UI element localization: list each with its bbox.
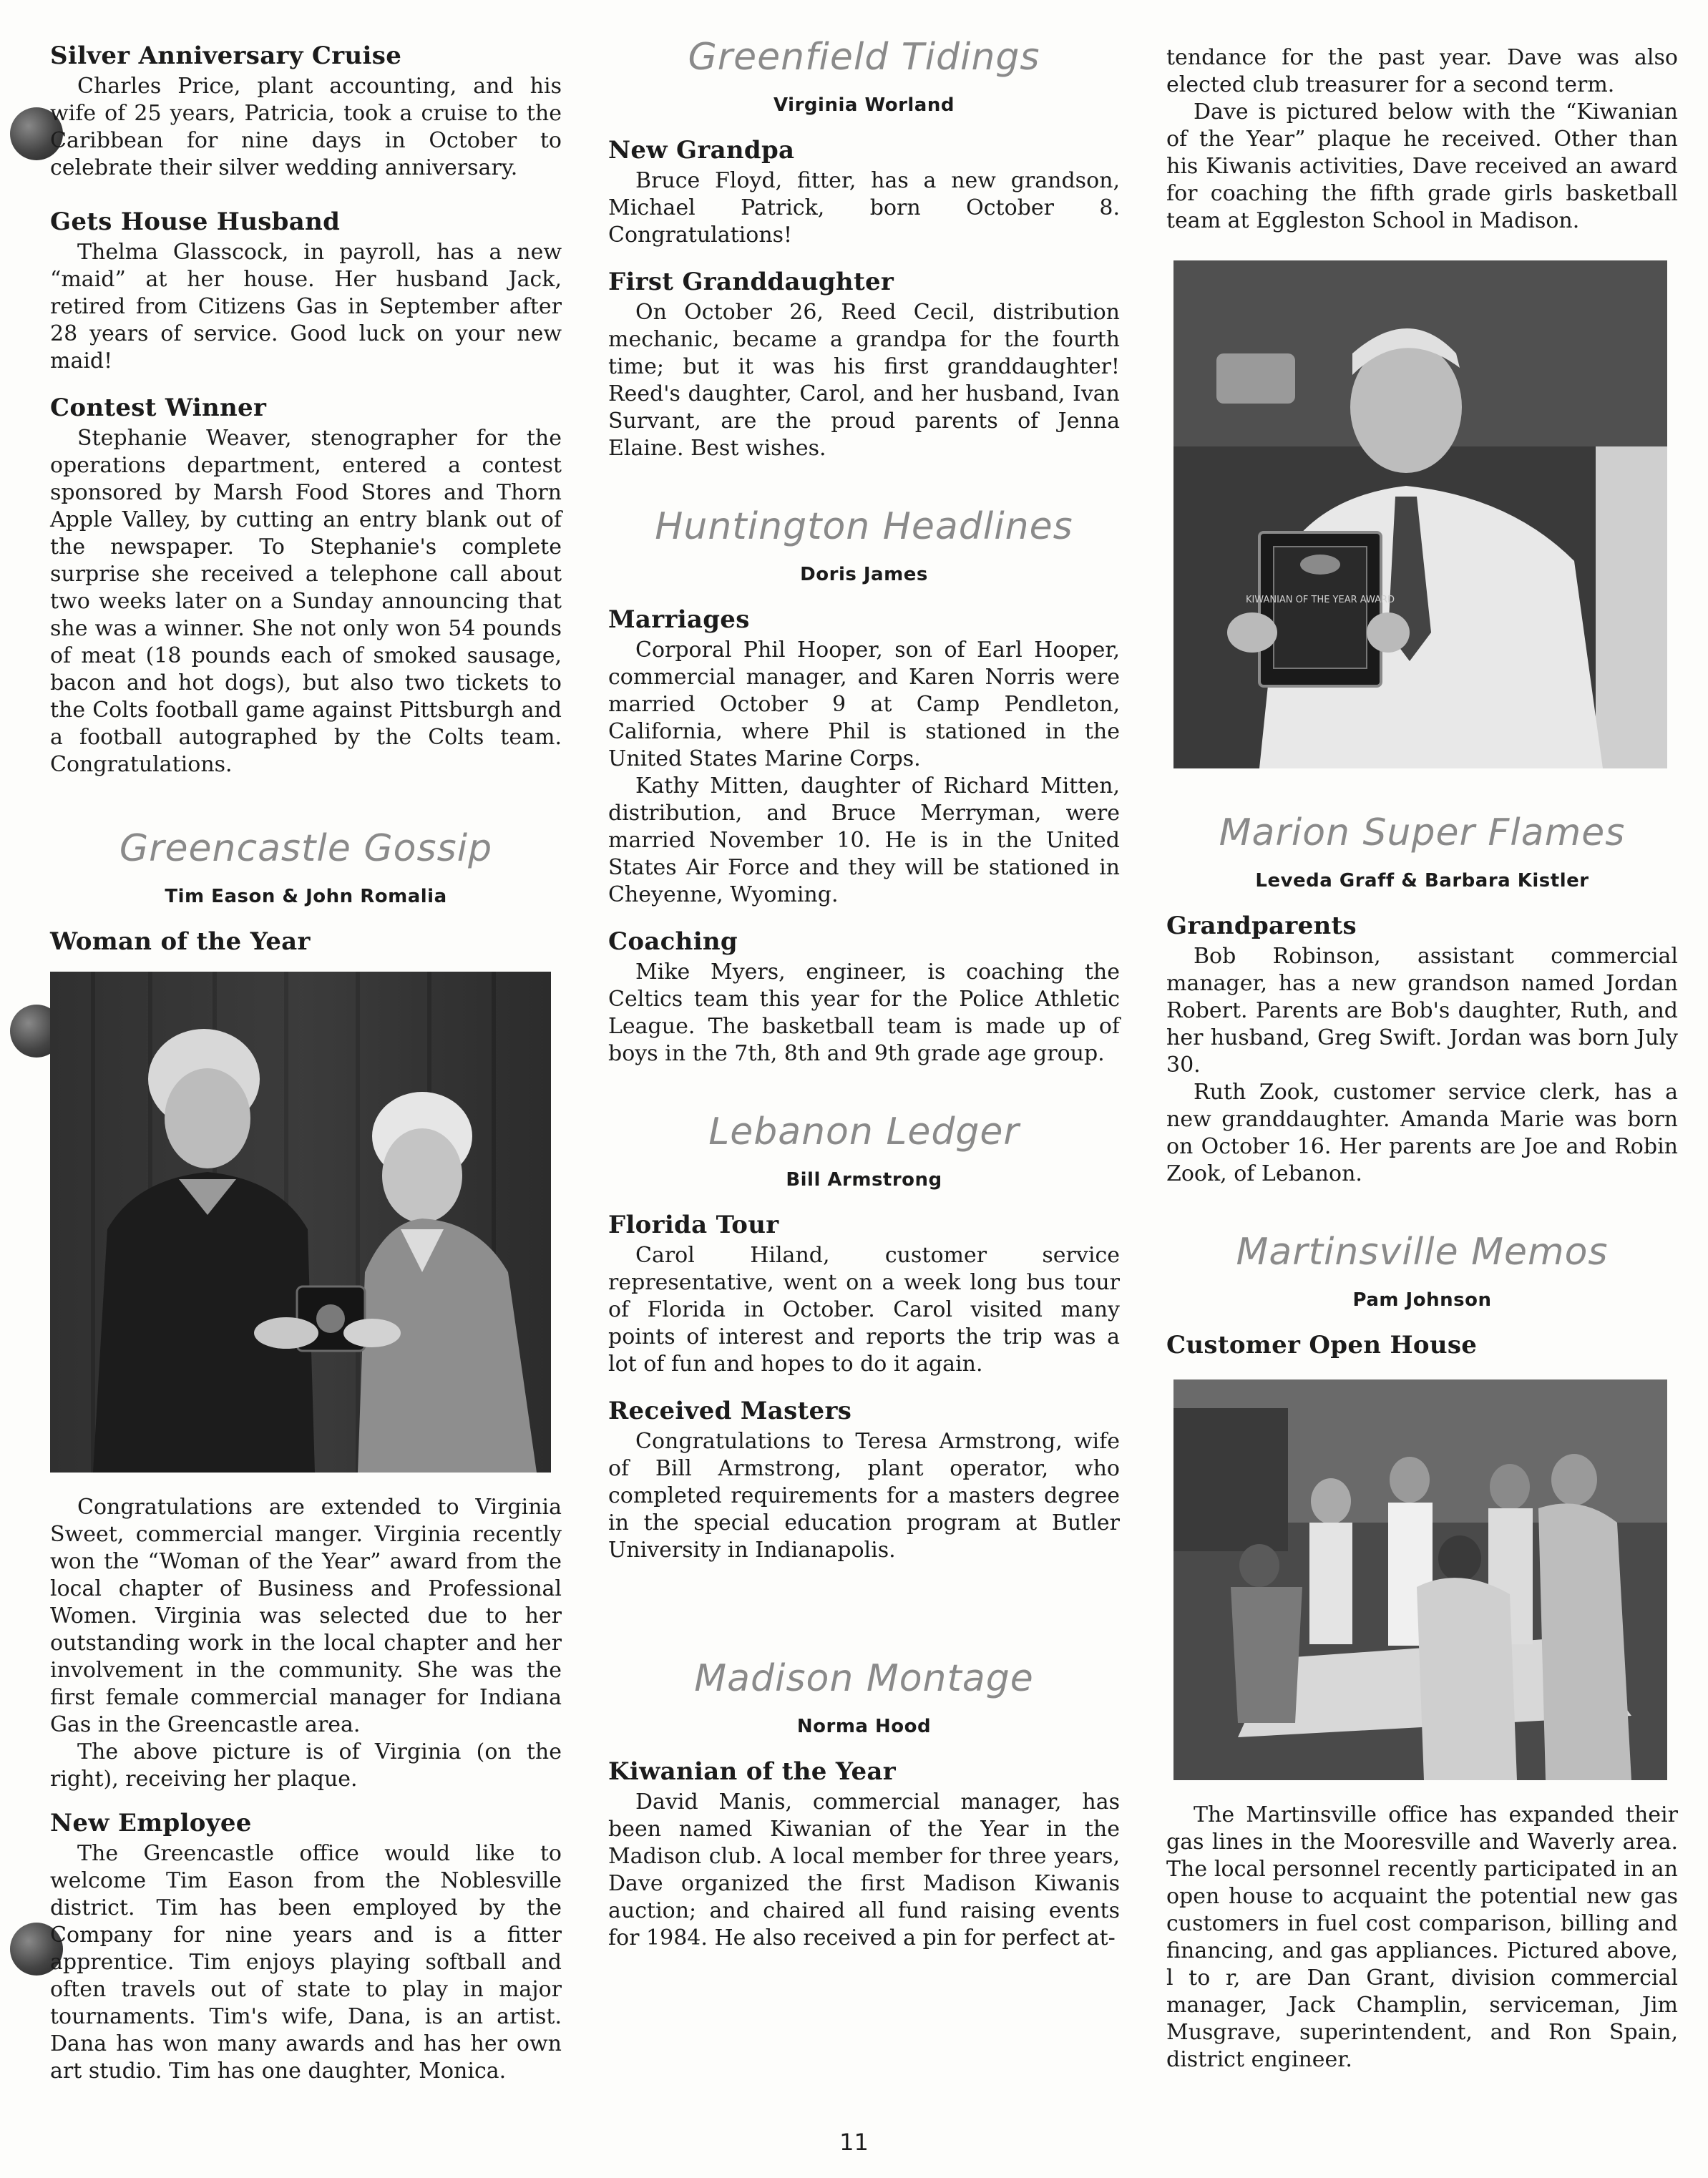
body-first-granddaughter: On October 26, Reed Cecil, distribution mechanic, became a grandpa for the fourth time; but it was his first granddaughter! Reed's daughter, Carol, and her husband, Ivan Survant, are the proud parents of Jenna Elaine. Best wishes.	[608, 300, 1120, 461]
article-house-husband	[50, 207, 562, 375]
heading-coaching: Coaching	[608, 927, 738, 956]
body-kiwanian-continued-2: Dave is pictured below with the “Kiwanian of the Year” plaque he received. Other than his Kiwanis activities, Dave received an award for coaching the fifth grade girls basketball team at Eggleston School in Madison.	[1166, 99, 1678, 233]
body-contest-winner: Stephanie Weaver, stenographer for the operations department, entered a contest sponsored by Marsh Food Stores and Thorn Apple Valley, by cutting an entry blank out of the newspaper. To Stephanie's complete surprise she received a telephone call about two weeks later on a Sunday announcing that she was a winner. She not only won 54 pounds of meat (18 pounds each of smoked sausage, bacon and hot dogs), but also two tickets to the Colts football game against Pittsburgh and a football autographed by the Colts team. Congratulations.	[50, 426, 562, 777]
section-title-martinsville: Martinsville Memos	[1236, 1231, 1609, 1274]
body-new-employee: The Greencastle office would like to welcome Tim Eason from the Noblesville district. Tim has been employed by the Company for nine years and is a fitter apprentice. Tim enjoys playing softball and often travels out of state to play in major tournaments. Tim's wife, Dana, is an artist. Dana has won many awards and has her own art studio. Tim has one daughter, Monica.	[50, 1841, 562, 2084]
heading-grandparents: Grandparents	[1166, 912, 1357, 940]
body-marriages-2: Kathy Mitten, daughter of Richard Mitten, distribution, and Bruce Merryman, were married November 10. He is in the United States Air Force and they will be stationed in Cheyenne, Wyoming.	[608, 773, 1120, 907]
heading-received-masters: Received Masters	[608, 1397, 852, 1425]
photo-woman-of-year	[50, 972, 551, 1473]
heading-contest-winner: Contest Winner	[50, 394, 267, 422]
heading-florida-tour: Florida Tour	[608, 1211, 779, 1239]
heading-woman-of-year: Woman of the Year	[50, 927, 311, 956]
byline-greencastle: Tim Eason & John Romalia	[165, 886, 447, 907]
plaque-text: KIWANIAN OF THE YEAR AWARD	[1245, 595, 1395, 605]
body-new-grandpa: Bruce Floyd, fitter, has a new grandson, Michael Patrick, born October 8. Congratulations!	[608, 168, 1120, 248]
byline-martinsville: Pam Johnson	[1352, 1289, 1492, 1311]
byline-greenfield: Virginia Worland	[774, 94, 955, 116]
kiwanian-plaque	[1246, 532, 1395, 686]
body-woman-of-year-1: Congratulations are extended to Virginia Sweet, commercial manger. Virginia recently won the “Woman of the Year” award from the local chapter of Business and Professional Women. Virginia was selected due to her outstanding work in the local chapter and her involvement in the community. She was the first female commercial manager for Indiana Gas in the Greencastle area.	[50, 1495, 562, 1737]
heading-open-house: Customer Open House	[1166, 1331, 1478, 1359]
photo-kiwanian	[1173, 260, 1667, 768]
byline-huntington: Doris James	[800, 564, 928, 585]
body-coaching: Mike Myers, engineer, is coaching the Celtics team this year for the Police Athletic League. The basketball team is made up of boys in the 7th, 8th and 9th grade age group.	[608, 959, 1120, 1066]
body-kiwanian: David Manis, commercial manager, has been named Kiwanian of the Year in the Madison club. A local member for three years, Dave organized the first Madison Kiwanis auction; and chaired all fund raising events for 1984. He also received a pin for perfect at-	[608, 1789, 1120, 1950]
heading-new-employee: New Employee	[50, 1809, 252, 1837]
body-open-house: The Martinsville office has expanded their gas lines in the Mooresville and Waverly area. The local personnel recently participated in an open house to acquaint the potential new gas customers in fuel cost comparison, billing and financing, and gas appliances. Pictured above, l to r, are Dan Grant, division commercial manager, Jack Champlin, serviceman, Jim Musgrave, superintendent, and Ron Spain, district engineer.	[1166, 1802, 1678, 2072]
section-title-greencastle: Greencastle Gossip	[119, 827, 493, 870]
body-silver-anniversary: Charles Price, plant accounting, and his wife of 25 years, Patricia, took a cruise to the Caribbean for nine days in October to celebrate their silver wedding anniversary.	[50, 74, 562, 180]
body-marriages-1: Corporal Phil Hooper, son of Earl Hooper, commercial manager, and Karen Norris were married October 9 at Camp Pendleton, California, where Phil is stationed in the United States Marine Corps.	[608, 638, 1120, 771]
body-woman-of-year-2: The above picture is of Virginia (on the right), receiving her plaque.	[50, 1739, 562, 1792]
heading-marriages: Marriages	[608, 605, 750, 634]
heading-kiwanian: Kiwanian of the Year	[608, 1757, 896, 1786]
body-grandparents-1: Bob Robinson, assistant commercial manager, has a new grandson named Jordan Robert. Parents are Bob's daughter, Ruth, and her husband, Greg Swift. Jordan was born July 30.	[1166, 944, 1678, 1078]
byline-madison: Norma Hood	[796, 1716, 932, 1737]
article-contest-winner	[50, 394, 562, 778]
section-title-lebanon: Lebanon Ledger	[708, 1110, 1020, 1153]
byline-lebanon: Bill Armstrong	[786, 1169, 942, 1191]
byline-marion: Leveda Graff & Barbara Kistler	[1255, 870, 1589, 892]
heading-first-granddaughter: First Granddaughter	[608, 268, 894, 296]
heading-new-grandpa: New Grandpa	[608, 136, 795, 165]
photo-woman-of-year-image	[50, 972, 551, 1473]
body-house-husband: Thelma Glasscock, in payroll, has a new “maid” at her house. Her husband Jack, retired from Citizens Gas in September after 28 years of service. Good luck on your new maid!	[50, 240, 562, 373]
section-title-huntington: Huntington Headlines	[655, 505, 1073, 548]
column-left	[50, 41, 562, 2085]
body-grandparents-2: Ruth Zook, customer service clerk, has a new granddaughter. Amanda Marie was born on October 16. Her parents are Joe and Robin Zook, of Lebanon.	[1166, 1080, 1678, 1186]
photo-open-house	[1173, 1379, 1667, 1780]
heading-silver-anniversary: Silver Anniversary Cruise	[50, 41, 402, 70]
section-title-marion: Marion Super Flames	[1219, 811, 1626, 854]
section-title-greenfield: Greenfield Tidings	[688, 36, 1040, 79]
page-number: 11	[839, 2129, 869, 2156]
column-right	[1166, 44, 1678, 2074]
photo-kiwanian-image	[1173, 260, 1667, 768]
photo-open-house-image	[1173, 1379, 1667, 1780]
article-silver-anniversary	[50, 41, 562, 182]
body-florida-tour: Carol Hiland, customer service representative, went on a week long bus tour of Florida in October. Carol visited many points of interest and reports the trip was a lot of fun and hopes to do it again.	[608, 1243, 1120, 1377]
column-middle	[608, 36, 1120, 1952]
body-received-masters: Congratulations to Teresa Armstrong, wife of Bill Armstrong, plant operator, who completed requirements for a masters degree in the special education program at Butler University in Indianapolis.	[608, 1429, 1120, 1563]
section-title-madison: Madison Montage	[694, 1657, 1034, 1700]
heading-house-husband: Gets House Husband	[50, 207, 341, 236]
body-kiwanian-continued-1: tendance for the past year. Dave was also elected club treasurer for a second term.	[1166, 45, 1678, 97]
